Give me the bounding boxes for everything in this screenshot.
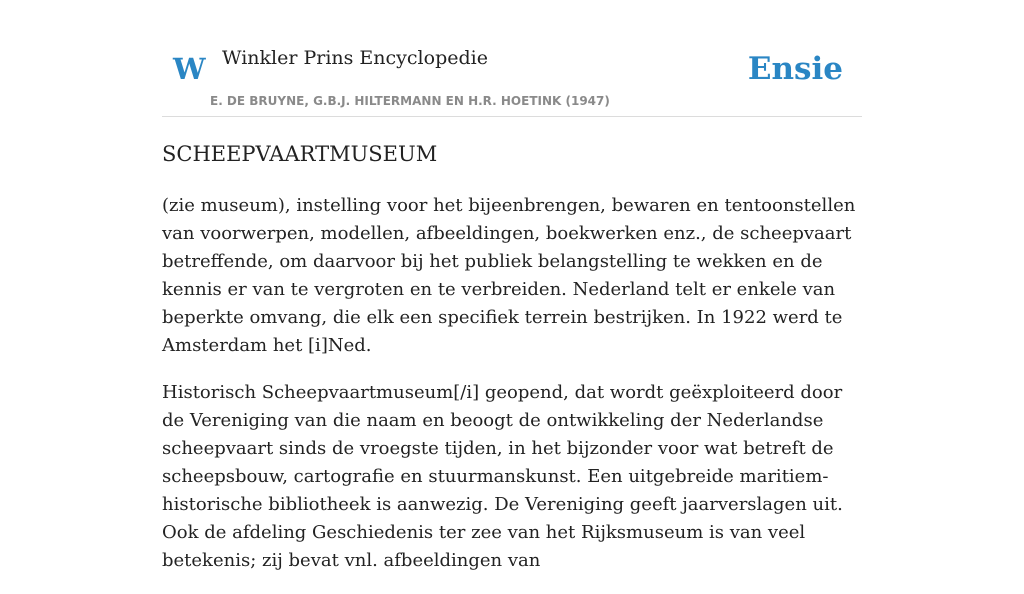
ensie-logo[interactable]: Ensie	[747, 51, 843, 87]
body-paragraph: Historisch Scheepvaartmuseum[/i] geopend, dat wordt geëxploiteerd door de Vereniging van die naam en beoogt de ontwikkeling der Nederlandse scheepvaart sinds de vroegste tijden, in het bijzonder voor wat betreft de scheepsbouw, cartografie en stuurmanskunst. Een uitgebreide maritiem-historische bibliotheek is aanwezig. De Vereniging geeft jaarverslagen uit. Ook de afdeling Geschiedenis ter zee van het Rijksmuseum is van veel betekenis; zij bevat vnl. afbeeldingen van	[162, 382, 843, 571]
source-header	[162, 0, 862, 117]
entry-body	[162, 192, 862, 594]
source-title[interactable]: Winkler Prins Encyclopedie	[222, 47, 488, 69]
entry-title: SCHEEPVAARTMUSEUM	[162, 142, 438, 166]
body-paragraph: (zie museum), instelling voor het bijeenbrengen, bewaren en tentoonstellen van voorwerpen, modellen, afbeeldingen, boekwerken enz., de scheepvaart betreffende, om daarvoor bij het publiek belangstelling te wekken en de kennis er van te vergroten en te verbreiden. Nederland telt er enkele van beperkte omvang, die elk een specifiek terrein bestrijken. In 1922 werd te Amsterdam het [i]Ned.	[162, 195, 856, 356]
source-authors: E. DE BRUYNE, G.B.J. HILTERMANN EN H.R. HOETINK (1947)	[210, 94, 610, 108]
winkler-prins-logo[interactable]: W	[173, 52, 206, 86]
